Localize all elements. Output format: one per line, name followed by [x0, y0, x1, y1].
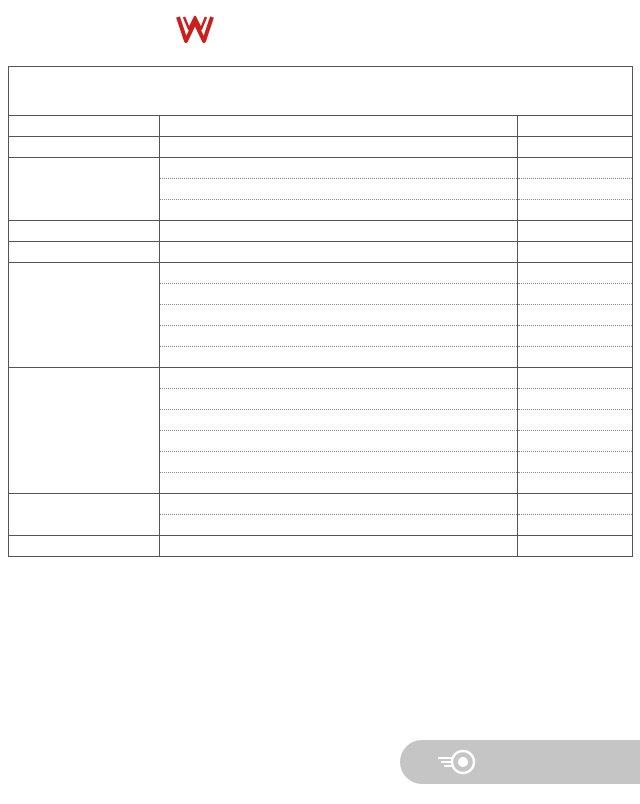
column-header-row	[9, 116, 633, 137]
category-cell	[9, 536, 160, 557]
table-row	[9, 368, 633, 389]
title-row	[9, 67, 633, 116]
table-row	[9, 242, 633, 263]
content-cell	[160, 284, 518, 305]
table-row	[9, 137, 633, 158]
table-row	[9, 221, 633, 242]
content-cell	[160, 221, 518, 242]
note-cell	[518, 347, 633, 368]
title-cell	[9, 67, 633, 116]
table-row	[9, 536, 633, 557]
note-cell	[518, 494, 633, 515]
content-cell	[160, 431, 518, 452]
content-cell	[160, 326, 518, 347]
column-header-category	[9, 116, 160, 137]
carskorea-logo-icon	[436, 749, 476, 775]
note-cell	[518, 200, 633, 221]
note-cell	[518, 389, 633, 410]
table-row	[9, 158, 633, 179]
column-header-content	[160, 116, 518, 137]
note-cell	[518, 158, 633, 179]
carskorea-watermark	[400, 740, 640, 784]
content-cell	[160, 452, 518, 473]
category-cell	[9, 137, 160, 158]
category-cell	[9, 368, 160, 494]
category-cell	[9, 263, 160, 368]
content-cell	[160, 473, 518, 494]
table-row	[9, 494, 633, 515]
logo-w-icon	[175, 14, 215, 46]
content-cell	[160, 242, 518, 263]
content-cell	[160, 368, 518, 389]
content-cell	[160, 410, 518, 431]
content-cell	[160, 494, 518, 515]
note-cell	[518, 368, 633, 389]
content-cell	[160, 179, 518, 200]
content-cell	[160, 536, 518, 557]
note-cell	[518, 473, 633, 494]
category-cell	[9, 494, 160, 536]
content-cell	[160, 200, 518, 221]
category-cell	[9, 158, 160, 221]
note-cell	[518, 305, 633, 326]
note-cell	[518, 179, 633, 200]
note-cell	[518, 263, 633, 284]
note-cell	[518, 242, 633, 263]
content-cell	[160, 347, 518, 368]
note-cell	[518, 410, 633, 431]
document-header	[0, 0, 640, 66]
company-logo	[160, 14, 230, 60]
content-cell	[160, 137, 518, 158]
note-cell	[518, 137, 633, 158]
content-cell	[160, 305, 518, 326]
note-cell	[518, 326, 633, 347]
note-cell	[518, 515, 633, 536]
note-cell	[518, 431, 633, 452]
note-cell	[518, 452, 633, 473]
column-header-note	[518, 116, 633, 137]
category-cell	[9, 221, 160, 242]
note-cell	[518, 536, 633, 557]
content-cell	[160, 389, 518, 410]
content-cell	[160, 263, 518, 284]
category-cell	[9, 242, 160, 263]
content-cell	[160, 515, 518, 536]
content-cell	[160, 158, 518, 179]
note-cell	[518, 284, 633, 305]
note-cell	[518, 221, 633, 242]
table-row	[9, 263, 633, 284]
estimate-table	[8, 66, 633, 557]
